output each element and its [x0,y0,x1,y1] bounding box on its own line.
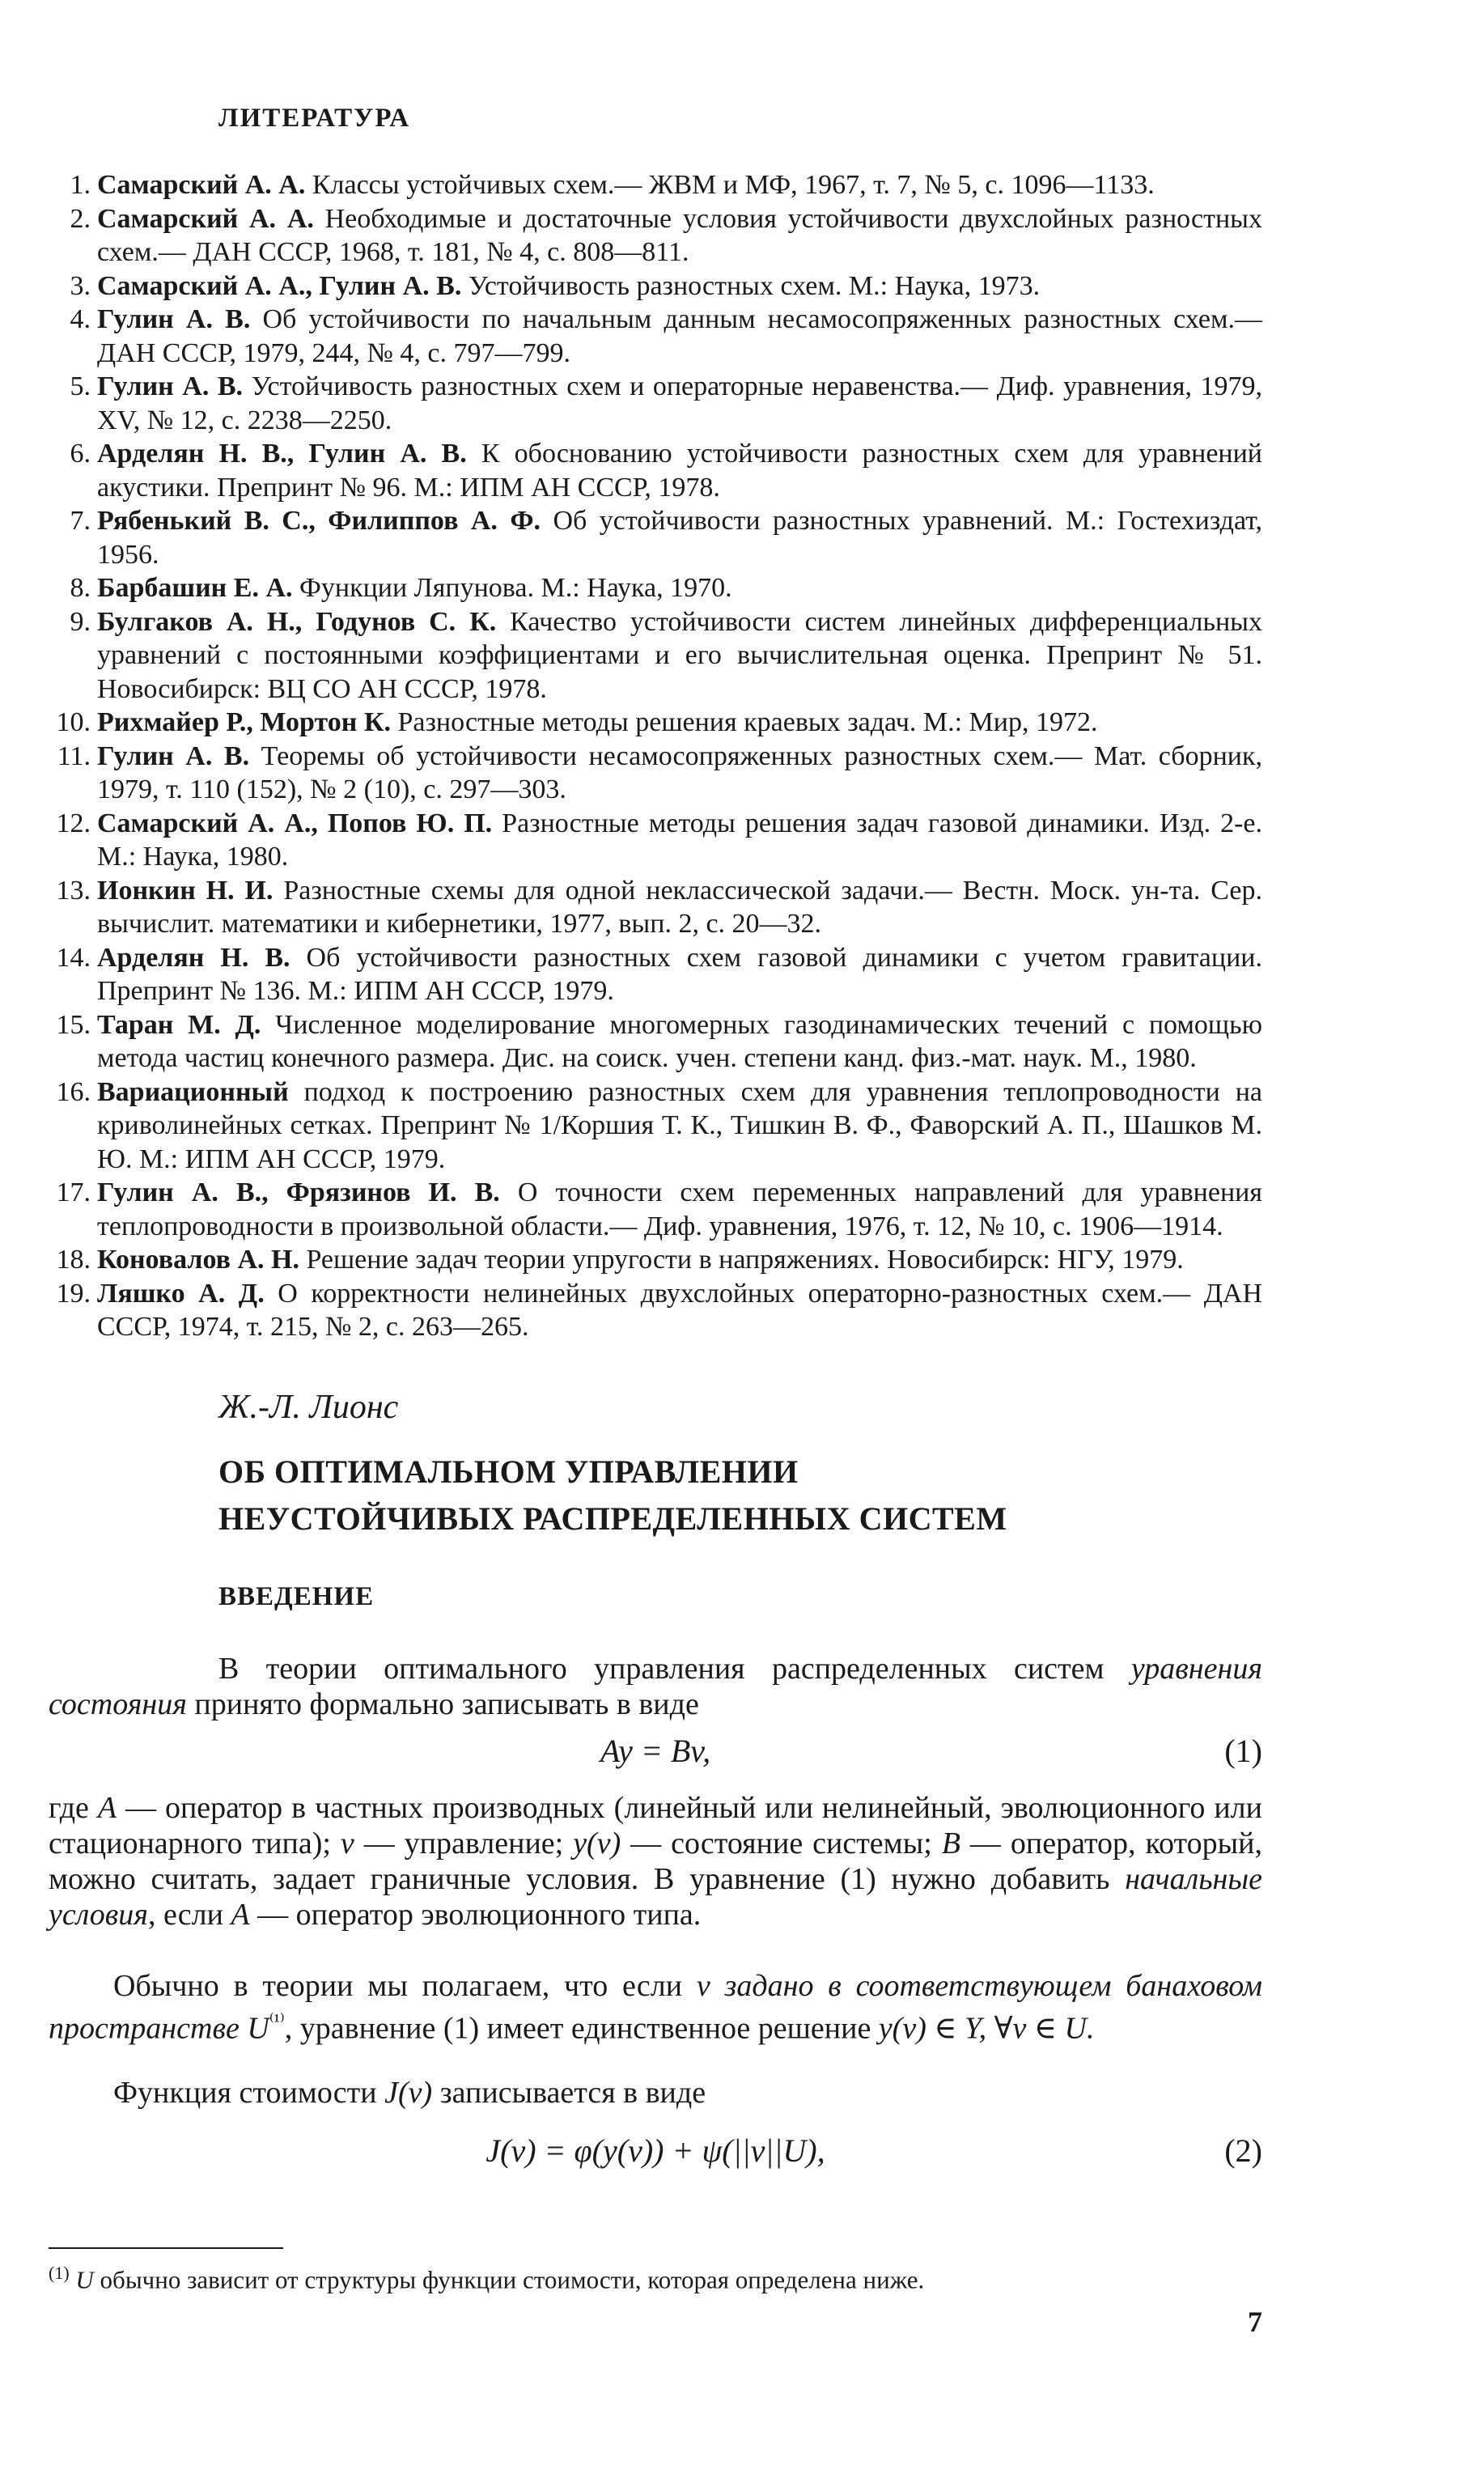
article-title-line-1: ОБ ОПТИМАЛЬНОМ УПРАВЛЕНИИ [218,1453,799,1490]
reference-text: Устойчивость разностных схем и операторные неравенства.— Диф. уравнения, 1979, XV, № 12, с. 2238—2250. [97,371,1262,435]
reference-number: 13. [56,875,91,906]
reference-item [49,1076,1262,1177]
reference-item [49,571,1262,605]
equation-1-number: (1) [1224,1733,1262,1769]
page-number: 7 [1248,2306,1262,2338]
reference-author: Гулин А. В. [97,304,251,334]
equation-2 [49,2132,1262,2170]
reference-item [49,706,1262,740]
footnote [49,2258,1262,2295]
paragraph-1-text-c: принято формально записывать в виде [186,1687,699,1721]
reference-author: Гулин А. В. [97,371,244,401]
footnote-symbol-u: U [69,2265,94,2294]
p4-symbol-jv: J(v) [384,2076,433,2110]
reference-item [49,740,1262,807]
reference-number: 1. [70,170,91,200]
reference-text: Разностные схемы для одной неклассической задачи.— Вестн. Моск. ун-та. Сер. вычислит. математики и кибернетики, 1977, вып. 2, с. 20—32. [97,875,1262,939]
paragraph-1 [49,1651,1262,1722]
reference-author: Вариационный [97,1076,289,1107]
reference-text: О корректности нелинейных двухслойных операторно-разностных схем.— ДАН СССР, 1974, т. 215, № 2, с. 263—265. [97,1278,1263,1342]
reference-text: О точности схем переменных направлений для уравнения теплопроводности в произвольной области.— Диф. уравнения, 1976, т. 12, № 10, с. 1906—1914. [97,1177,1262,1241]
reference-item [49,807,1262,874]
reference-item [49,202,1262,269]
footnote-mark: (1) [49,2263,70,2283]
reference-author: Самарский А. А. [97,170,306,200]
reference-item [49,1277,1262,1344]
reference-number: 7. [70,506,91,536]
p2-text-i: — оператор, который, можно считать, задает граничные условия. В уравнение (1) нужно добавить [49,1826,1263,1896]
reference-item [49,437,1262,504]
p2-symbol-b: B [941,1826,960,1860]
paragraph-4 [49,2075,1262,2111]
p2-text-m: — оператор эволюционного типа. [249,1898,702,1932]
p3-text-a: Обычно в теории мы полагаем, что если [113,1969,697,2003]
reference-number: 9. [70,606,91,637]
p3-formula: y(v) ∈ Y, ∀v ∈ U. [878,2011,1095,2046]
reference-number: 11. [57,740,91,771]
reference-item [49,605,1262,706]
reference-author: Самарский А. А., Попов Ю. П. [97,808,493,838]
reference-number: 19. [56,1278,91,1309]
paragraph-2 [49,1790,1262,1933]
reference-item [49,1176,1262,1243]
p3-text-d: , уравнение (1) имеет единственное решение [284,2011,879,2046]
reference-author: Коновалов А. Н. [97,1245,299,1275]
p2-text-a: где [49,1791,98,1825]
p2-symbol-yv: y(v) [573,1826,621,1860]
reference-author: Самарский А. А., Гулин А. В. [97,270,462,301]
reference-number: 12. [56,808,91,838]
paragraph-3 [49,1968,1262,2047]
reference-number: 6. [70,439,91,469]
reference-text: Необходимые и достаточные условия устойчивости двухслойных разностных схем.— ДАН СССР, 1968, т. 181, № 4, с. 808—811. [97,203,1262,267]
reference-number: 18. [56,1245,91,1275]
reference-number: 17. [56,1177,91,1207]
reference-author: Арделян Н. В. [97,942,290,973]
reference-number: 14. [56,942,91,973]
reference-number: 4. [70,304,91,334]
reference-item [49,1243,1262,1277]
article-author: Ж.-Л. Лионс [218,1389,399,1426]
reference-item [49,874,1262,941]
reference-author: Булгаков А. Н., Годунов С. К. [97,606,497,637]
reference-item [49,1008,1262,1076]
reference-author: Самарский А. А. [97,203,314,234]
reference-text: Качество устойчивости систем линейных дифференциальных уравнений с постоянными коэффициентами и его вычислительная оценка. Препринт № 51. Новосибирск: ВЦ СО АН СССР, 1978. [97,606,1262,704]
equation-2-formula: J(v) = φ(y(v)) + ψ(||v||U), [485,2132,825,2169]
reference-text: Функции Ляпунова. М.: Наука, 1970. [292,573,732,603]
reference-number: 2. [70,203,91,234]
p2-text-g: — состояние системы; [621,1826,942,1860]
reference-author: Таран М. Д. [97,1009,261,1040]
p2-symbol-a2: A [231,1898,250,1932]
reference-text: Численное моделирование многомерных газодинамических течений с помощью метода частиц конечного размера. Дис. на соиск. учен. степени канд. физ.-мат. наук. М., 1980. [97,1009,1262,1073]
reference-number: 16. [56,1076,91,1107]
reference-text: Устойчивость разностных схем. М.: Наука, 1973. [461,270,1041,301]
reference-item [49,168,1262,202]
reference-item [49,370,1262,437]
reference-text: Разностные методы решения краевых задач. М.: Мир, 1972. [391,707,1098,737]
equation-1 [49,1732,1262,1770]
p3-emphasis: v задано в соответствующем банаховом пространстве U [49,1969,1262,2046]
p3-footnote-ref: ⁽¹⁾ [269,2011,285,2032]
p2-emphasis-initial-conditions: начальные условия [49,1862,1262,1932]
reference-author: Ионкин Н. И. [97,875,273,906]
footnote-rule [49,2247,283,2249]
reference-author: Рихмайер Р., Мортон К. [97,707,391,737]
p2-text-e: — управление; [354,1826,574,1860]
reference-number: 10. [56,707,91,737]
article-title-line-2: НЕУСТОЙЧИВЫХ РАСПРЕДЕЛЕННЫХ СИСТЕМ [218,1500,1007,1537]
equation-1-formula: Ay = Bv, [600,1733,711,1769]
p2-symbol-a: A [97,1791,117,1825]
article-title [218,1449,1007,1542]
equation-2-number: (2) [1224,2132,1262,2169]
reference-text: Разностные методы решения задач газовой динамики. Изд. 2-е. М.: Наука, 1980. [97,808,1263,872]
reference-author: Гулин А. В. [97,740,250,771]
reference-list [49,168,1262,1344]
p2-text-c: — оператор в частных производных (линейный или нелинейный, эволюционного или стационарного типа); [49,1791,1262,1860]
p4-text-c: записывается в виде [432,2076,706,2110]
reference-text: подход к построению разностных схем для уравнения теплопроводности на криволинейных сетках. Препринт № 1/Коршия Т. К., Тишкин В. Ф., Фаворский А. П., Шашков М. Ю. М.: ИПМ АН СССР, 1979. [97,1076,1262,1174]
section-heading-introduction: ВВЕДЕНИЕ [218,1582,375,1611]
reference-number: 5. [70,371,91,401]
p2-symbol-v: v [340,1826,354,1860]
reference-author: Арделян Н. В., Гулин А. В. [97,439,467,469]
paragraph-1-emphasis: уравнения состояния [49,1652,1262,1721]
reference-text: Теоремы об устойчивости несамосопряженных разностных схем.— Мат. сборник, 1979, т. 110 (152), № 2 (10), с. 297—303. [97,740,1262,804]
reference-text: К обоснованию устойчивости разностных схем для уравнений акустики. Препринт № 96. М.: ИПМ АН СССР, 1978. [97,439,1262,503]
footnote-text: обычно зависит от структуры функции стоимости, которая определена ниже. [93,2265,925,2294]
reference-author: Гулин А. В., Фрязинов И. В. [97,1177,500,1207]
reference-number: 15. [56,1009,91,1040]
reference-author: Рябенький В. С., Филиппов А. Ф. [97,506,541,536]
literature-heading: ЛИТЕРАТУРА [218,104,411,133]
reference-item [49,269,1262,303]
reference-item [49,941,1262,1008]
paragraph-1-text-a: В теории оптимального управления распределенных систем [218,1652,1131,1686]
reference-text: Об устойчивости по начальным данным несамосопряженных разностных схем.— ДАН СССР, 1979, 244, № 4, с. 797—799. [97,304,1262,368]
reference-text: Классы устойчивых схем.— ЖВМ и МФ, 1967, т. 7, № 5, с. 1096—1133. [305,170,1155,200]
p2-text-k: , если [147,1898,231,1932]
p4-text-a: Функция стоимости [113,2076,385,2110]
reference-text: Об устойчивости разностных уравнений. М.: Гостехиздат, 1956. [97,506,1262,570]
reference-author: Барбашин Е. А. [97,573,293,603]
reference-author: Ляшко А. Д. [97,1278,265,1309]
reference-item [49,303,1262,370]
reference-number: 8. [70,573,91,603]
reference-number: 3. [70,270,91,301]
reference-text: Решение задач теории упругости в напряжениях. Новосибирск: НГУ, 1979. [299,1245,1184,1275]
reference-item [49,504,1262,571]
reference-text: Об устойчивости разностных схем газовой динамики с учетом гравитации. Препринт № 136. М.: ИПМ АН СССР, 1979. [97,942,1262,1006]
